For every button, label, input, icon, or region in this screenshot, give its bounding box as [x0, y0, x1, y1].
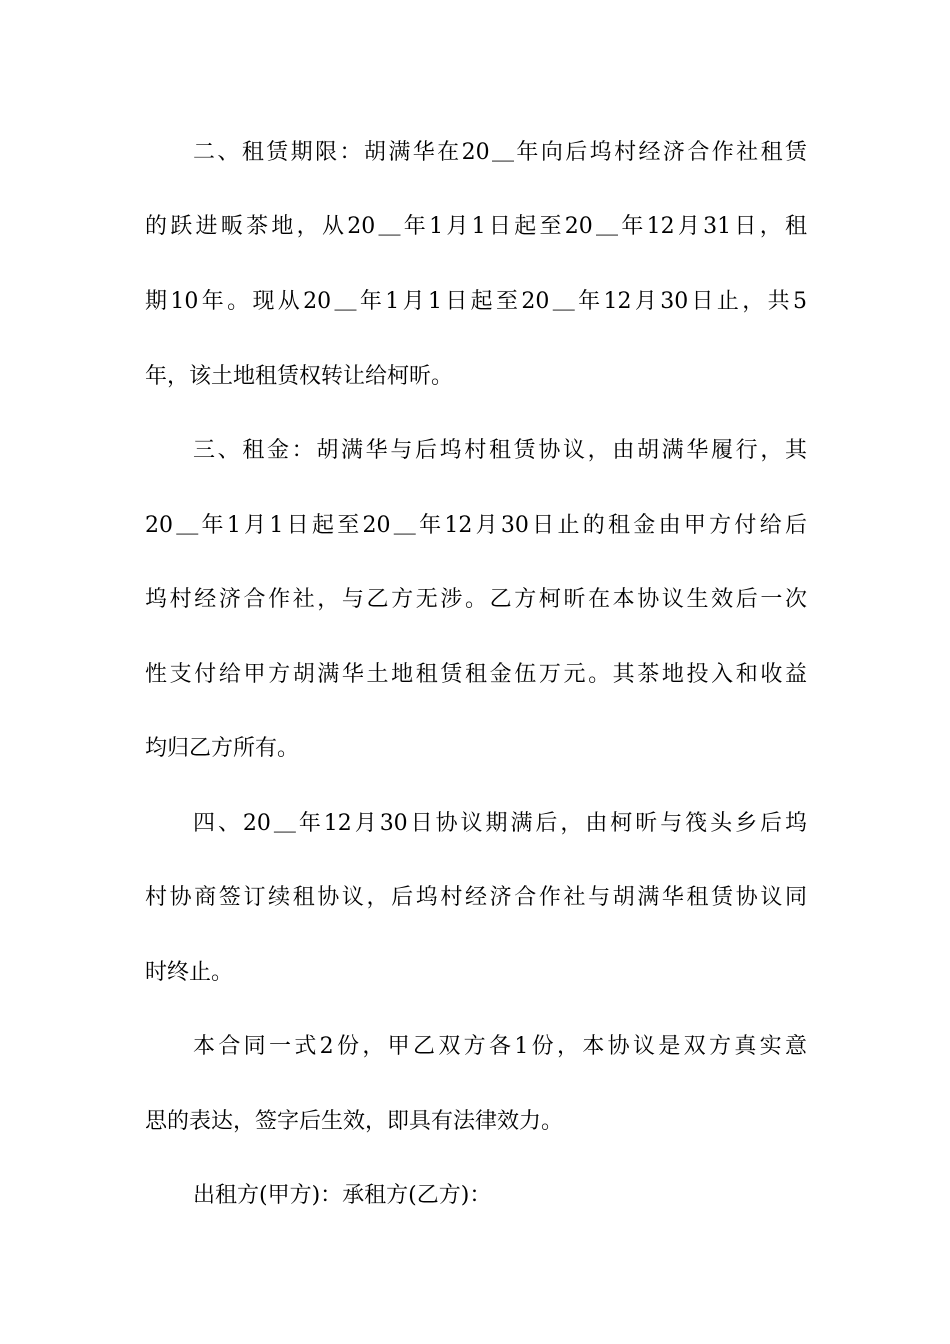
clause-4-line-1: 四、20＿年12月30日协议期满后，由柯昕与筏头乡后坞 [193, 811, 807, 836]
copies-line-2: 思的表达，签字后生效，即具有法律效力。 [145, 1109, 564, 1134]
clause-4-line-2: 村协商签订续租协议，后坞村经济合作社与胡满华租赁协议同 [145, 885, 807, 910]
clause-2-line-4: 年，该土地租赁权转让给柯昕。 [145, 364, 454, 389]
clause-3-line-3: 坞村经济合作社，与乙方无涉。乙方柯昕在本协议生效后一次 [145, 587, 807, 612]
clause-2-line-1: 二、租赁期限：胡满华在20＿年向后坞村经济合作社租赁 [193, 140, 807, 165]
clause-4-line-3: 时终止。 [145, 960, 234, 985]
clause-3-line-5: 均归乙方所有。 [145, 736, 300, 761]
signature-parties-line: 出租方(甲方)：承租方(乙方)： [193, 1183, 492, 1208]
clause-2-line-2: 的跃进畈茶地，从20＿年1月1日起至20＿年12月31日，租 [145, 214, 807, 239]
copies-line-1: 本合同一式2份，甲乙双方各1份，本协议是双方真实意 [193, 1034, 807, 1059]
clause-3-line-1: 三、租金：胡满华与后坞村租赁协议，由胡满华履行，其 [193, 438, 807, 463]
clause-2-line-3: 期10年。现从20＿年1月1日起至20＿年12月30日止，共5 [145, 289, 807, 314]
clause-3-line-4: 性支付给甲方胡满华土地租赁租金伍万元。其茶地投入和收益 [145, 662, 807, 687]
clause-3-line-2: 20＿年1月1日起至20＿年12月30日止的租金由甲方付给后 [145, 513, 807, 538]
